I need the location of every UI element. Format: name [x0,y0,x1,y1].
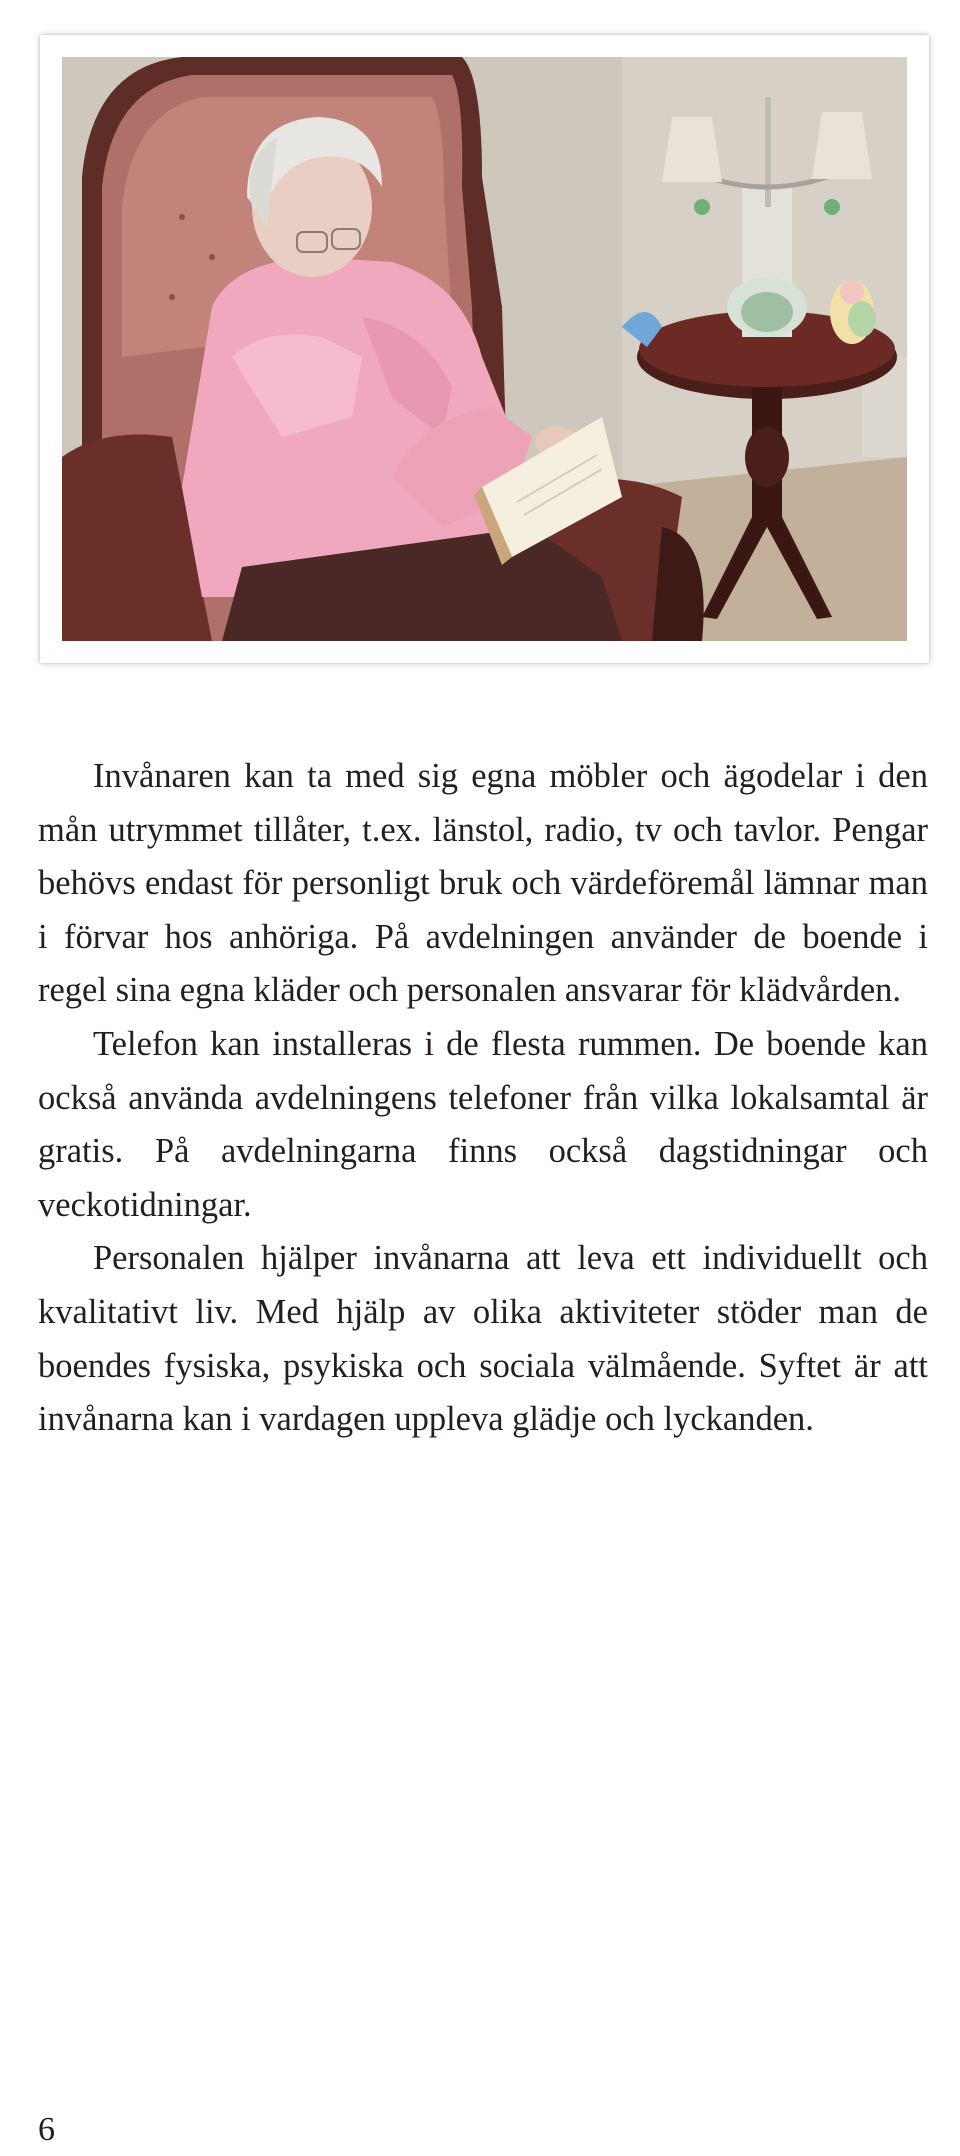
body-text [38,750,928,1447]
paragraph-staff: Personalen hjälper invånarna att leva ett individuellt och kvalitativt liv. Med hjälp av olika aktiviteter stöder man de boendes fysiska, psykiska och sociala välmående. Syftet är att invånarna kan i vardagen uppleva glädje och lyckanden. [38,1239,928,1439]
page-number: 6 [38,2111,55,2148]
paragraph-telephone: Telefon kan installeras i de flesta rummen. De boende kan också använda avdelningens telefoner från vilka lokalsamtal är gratis. På avdelningarna finns också dagstidningar och veckotidningar. [38,1024,928,1224]
paragraph-belongings: Invånaren kan ta med sig egna möbler och ägodelar i den mån utrymmet tillåter, t.ex. länstol, radio, tv och tavlor. Pengar behövs endast för personligt bruk och värdeföremål lämnar man i förvar hos anhöriga. På avdelningen använder de boende i regel sina egna kläder och personalen ansvarar för klädvården. [38,757,928,1010]
photo-woman-reading [62,57,907,641]
photo-frame [40,35,929,663]
